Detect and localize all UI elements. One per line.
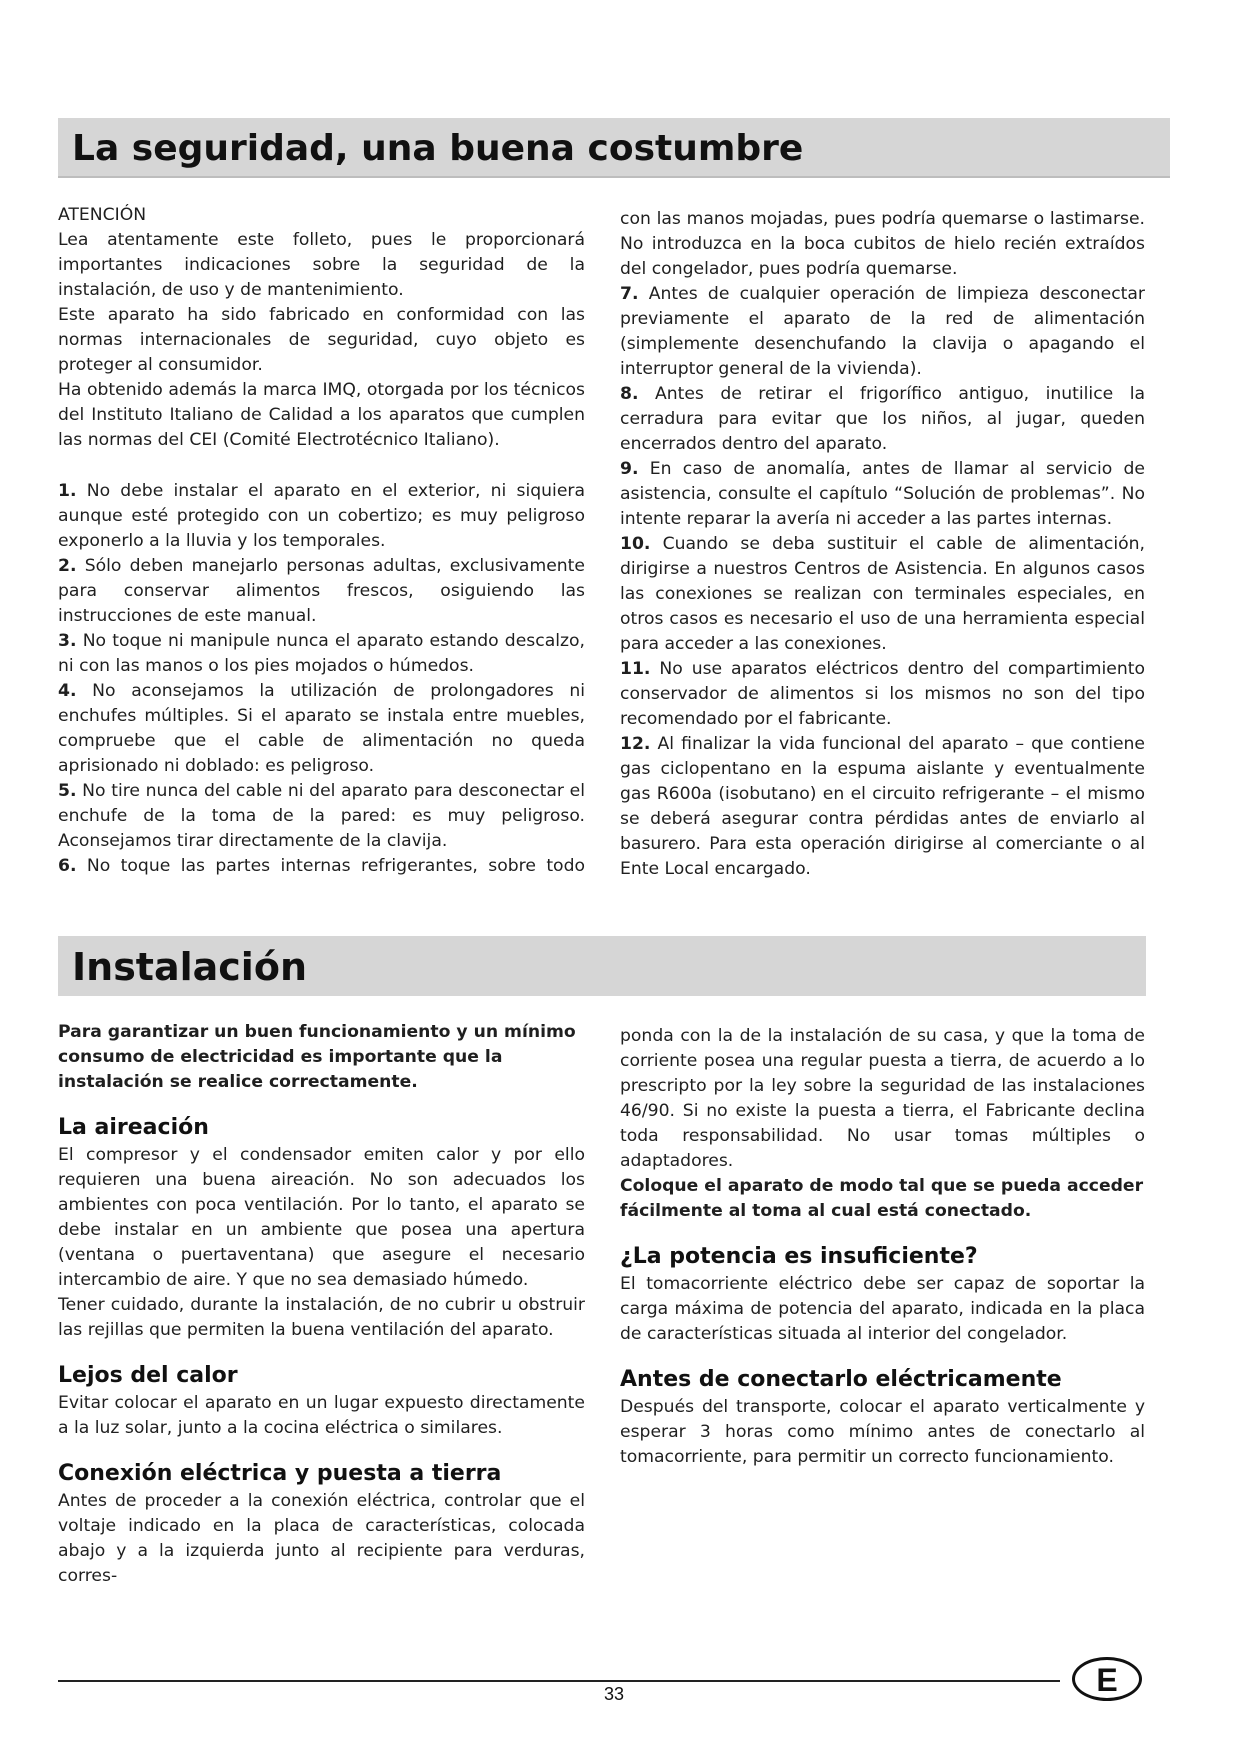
section-title-safety: La seguridad, una buena costumbre — [58, 118, 1170, 178]
attention-label: ATENCIÓN — [58, 205, 147, 225]
language-badge: E — [1072, 1657, 1142, 1701]
aeration-paragraph: Tener cuidado, durante la instalación, de no cubrir u obstruir las rejillas que permiten la buena ventilación del aparato. — [58, 1295, 585, 1340]
intro-paragraph: Este aparato ha sido fabricado en conformidad con las normas internacionales de seguridad, cuyo objeto es proteger al consumidor. — [58, 305, 585, 375]
heading-heat: Lejos del calor — [58, 1363, 238, 1388]
safety-item-1: 1. No debe instalar el aparato en el exterior, ni siquiera aunque esté protegido con un cobertizo; es muy peligroso exponerlo a la lluvia y los temporales. — [58, 481, 585, 551]
safety-item-8: 8. Antes de retirar el frigorífico antiguo, inutilice la cerradura para evitar que los niños, al jugar, queden encerrados dentro del aparato. — [620, 384, 1145, 454]
safety-column-right — [620, 207, 1145, 882]
page-number: 33 — [603, 1684, 625, 1704]
installation-column-left — [58, 1020, 585, 1589]
aeration-paragraph: El compresor y el condensador emiten calor y por ello requieren una buena aireación. No son adecuados los ambientes con poca ventilación. Por lo tanto, el aparato se debe instalar en un ambiente que posea una apertura (ventana o puertaventana) que asegure el necesario intercambio de aire. Y que no sea demasiado húmedo. — [58, 1145, 585, 1290]
safety-item-5: 5. No tire nunca del cable ni del aparato para desconectar el enchufe de la toma de la pared: es muy peligroso. Aconsejamos tirar directamente de la clavija. — [58, 781, 585, 851]
before-connect-paragraph: Después del transporte, colocar el aparato verticalmente y esperar 3 horas como mínimo antes de conectarlo al tomacorriente, para permitir un correcto funcionamiento. — [620, 1397, 1145, 1467]
safety-item-11: 11. No use aparatos eléctricos dentro del compartimiento conservador de alimentos si los mismos no son del tipo recomendado por el fabricante. — [620, 659, 1145, 729]
power-paragraph: El tomacorriente eléctrico debe ser capaz de soportar la carga máxima de potencia del aparato, indicada en la placa de características situada al interior del congelador. — [620, 1274, 1145, 1344]
installation-lead: Para garantizar un buen funcionamiento y un mínimo consumo de electricidad es importante que la instalación se realice correctamente. — [58, 1022, 576, 1092]
safety-item-6-continued: con las manos mojadas, pues podría quemarse o lastimarse. No introduzca en la boca cubitos de hielo recién extraídos del congelador, pues podría quemarse. — [620, 209, 1145, 279]
safety-item-7: 7. Antes de cualquier operación de limpieza desconectar previamente el aparato de la red de alimentación (simplemente desenchufando la clavija o apagando el interruptor general de la vivienda). — [620, 284, 1145, 379]
footer-rule — [58, 1680, 1060, 1682]
safety-item-3: 3. No toque ni manipule nunca el aparato estando descalzo, ni con las manos o los pies mojados o húmedos. — [58, 631, 586, 676]
safety-column-left — [58, 203, 585, 879]
heading-power: ¿La potencia es insuficiente? — [620, 1244, 978, 1269]
intro-paragraph: Lea atentamente este folleto, pues le proporcionará importantes indicaciones sobre la seguridad de la instalación, de uso y de mantenimiento. — [58, 230, 585, 300]
electrical-bold-note: Coloque el aparato de modo tal que se pueda acceder fácilmente al toma al cual está conectado. — [620, 1176, 1144, 1221]
heading-before-connect: Antes de conectarlo eléctricamente — [620, 1367, 1062, 1392]
safety-item-12: 12. Al finalizar la vida funcional del aparato – que contiene gas ciclopentano en la espuma aislante y eventualmente gas R600a (isobutano) en el circuito refrigerante – el mismo se deberá asegurar contra pérdidas antes de enviarlo al basurero. Para esta operación dirigirse al comerciante o al Ente Local encargado. — [620, 734, 1146, 879]
heading-electrical: Conexión eléctrica y puesta a tierra — [58, 1461, 502, 1486]
heat-paragraph: Evitar colocar el aparato en un lugar expuesto directamente a la luz solar, junto a la cocina eléctrica o similares. — [58, 1393, 585, 1438]
section-title-installation: Instalación — [58, 936, 1146, 996]
installation-column-right — [620, 1024, 1145, 1470]
electrical-paragraph-continued: ponda con la de la instalación de su casa, y que la toma de corriente posea una regular puesta a tierra, de acuerdo a lo prescripto por la ley sobre la seguridad de las instalaciones 46/90. Si no existe la puesta a tierra, el Fabricante declina toda responsabilidad. No usar tomas múltiples o adaptadores. — [620, 1026, 1145, 1171]
safety-item-9: 9. En caso de anomalía, antes de llamar al servicio de asistencia, consulte el capítulo “Solución de problemas”. No intente reparar la avería ni acceder a las partes internas. — [620, 459, 1145, 529]
safety-item-2: 2. Sólo deben manejarlo personas adultas, exclusivamente para conservar alimentos frescos, osiguiendo las instrucciones de este manual. — [58, 556, 585, 626]
safety-item-6: 6. No toque las partes internas refrigerantes, sobre todo — [58, 856, 586, 876]
heading-aeration: La aireación — [58, 1115, 209, 1140]
intro-paragraph: Ha obtenido además la marca IMQ, otorgada por los técnicos del Instituto Italiano de Calidad a los aparatos que cumplen las normas del CEI (Comité Electrotécnico Italiano). — [58, 380, 585, 450]
safety-item-4: 4. No aconsejamos la utilización de prolongadores ni enchufes múltiples. Si el aparato se instala entre muebles, compruebe que el cable de alimentación no queda aprisionado ni doblado: es peligroso. — [58, 681, 585, 776]
safety-item-10: 10. Cuando se deba sustituir el cable de alimentación, dirigirse a nuestros Centros de Asistencia. En algunos casos las conexiones se realizan con terminales especiales, en otros casos es necesario el uso de una herramienta especial para acceder a las conexiones. — [620, 534, 1145, 654]
electrical-paragraph: Antes de proceder a la conexión eléctrica, controlar que el voltaje indicado en la placa de características, colocada abajo y a la izquierda junto al recipiente para verduras, corres- — [58, 1491, 585, 1586]
